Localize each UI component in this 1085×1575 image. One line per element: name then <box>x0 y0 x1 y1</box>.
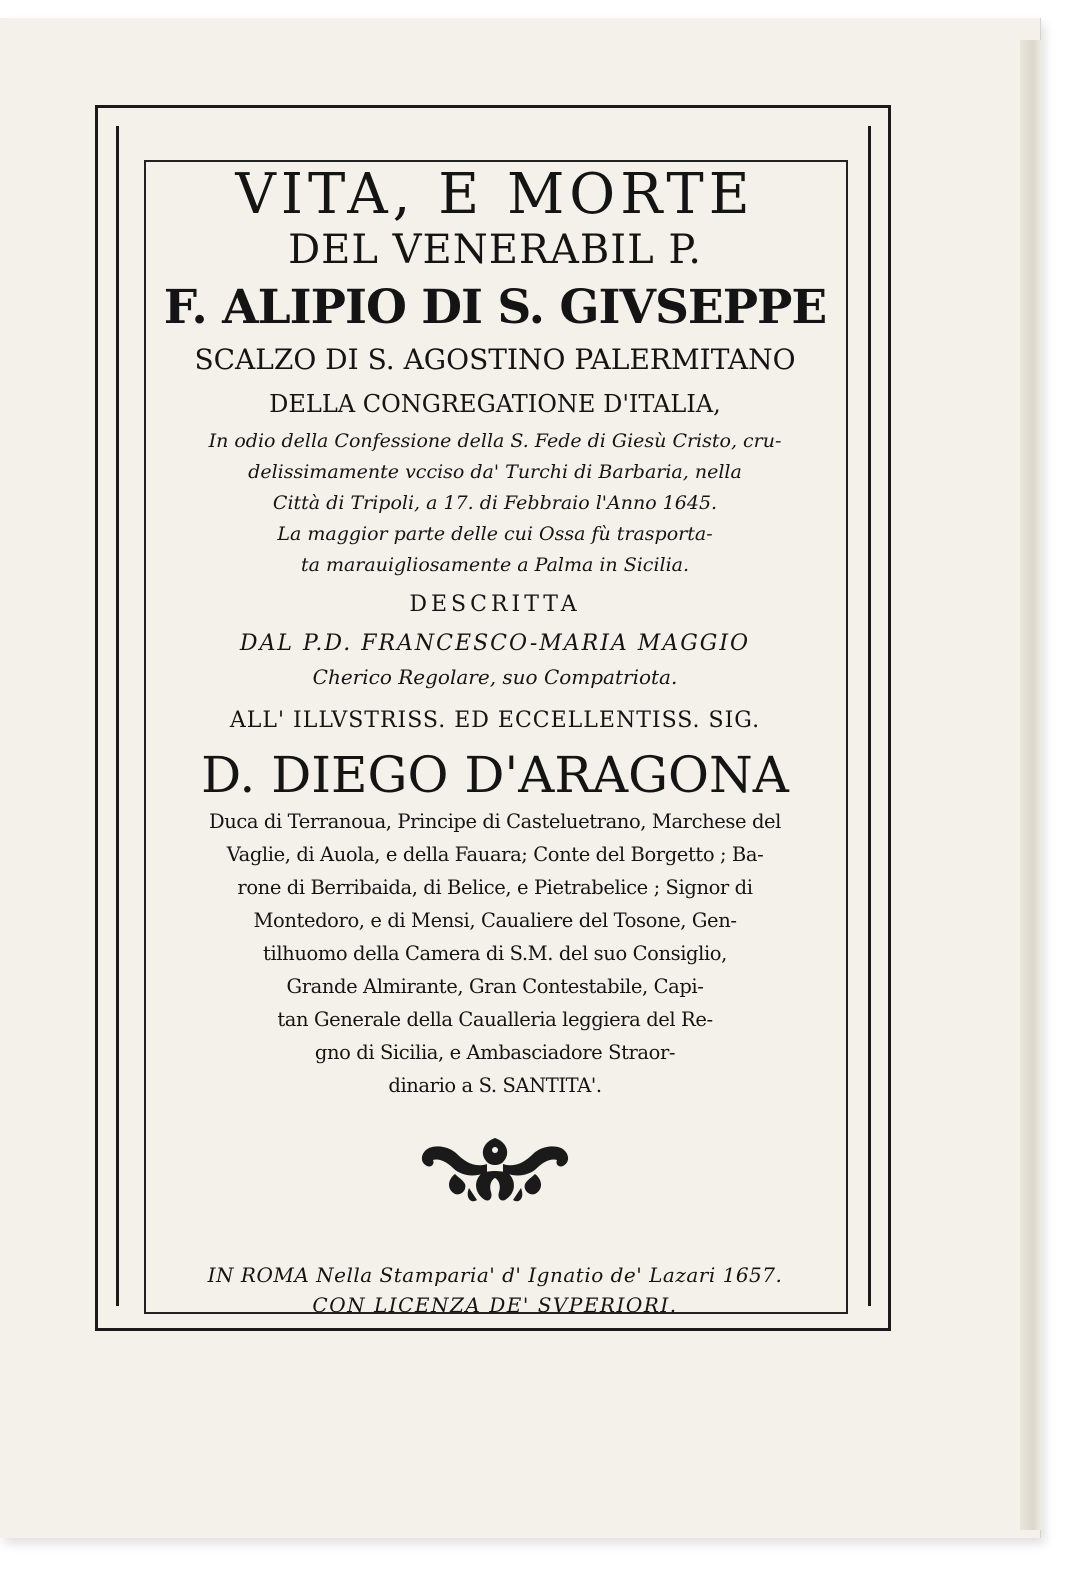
author-name: DAL P.D. FRANCESCO-MARIA MAGGIO <box>239 631 751 656</box>
subtitle-line: ta marauigliosamente a Palma in Sicilia. <box>300 554 690 576</box>
title-line-vita: VITA, E MORTE <box>235 162 755 227</box>
paper-edge <box>1020 40 1042 1530</box>
subtitle-line: delissimamente vcciso da' Turchi di Barbaria, nella <box>248 461 742 483</box>
imprint-line: IN ROMA Nella Stamparia' d' Ignatio de' Lazari 1657. <box>207 1263 783 1287</box>
author-description: Cherico Regolare, suo Compatriota. <box>312 665 678 689</box>
title-line-alipio: F. ALIPIO DI S. GIVSEPPE <box>163 280 827 335</box>
right-border-rule <box>868 126 871 1306</box>
dedicatee-titles-line: Vaglie, di Auola, e della Fauara; Conte del Borgetto ; Ba- <box>226 843 764 866</box>
title-line-scalzo: SCALZO DI S. AGOSTINO PALERMITANO <box>194 343 796 376</box>
descritta-heading: DESCRITTA <box>409 592 581 617</box>
title-page-text <box>150 160 840 1320</box>
dedicatee-name: D. DIEGO D'ARAGONA <box>201 746 789 804</box>
dedicatee-titles-line: rone di Berribaida, di Belice, e Pietrabelice ; Signor di <box>237 876 753 899</box>
dedicatee-titles-line: dinario a S. SANTITA'. <box>388 1074 602 1097</box>
dedicatee-titles-line: Grande Almirante, Gran Contestabile, Capi- <box>286 975 704 998</box>
dedicatee-titles-line: tilhuomo della Camera di S.M. del suo Consiglio, <box>263 942 727 965</box>
subtitle-line: Città di Tripoli, a 17. di Febbraio l'Anno 1645. <box>272 492 718 514</box>
subtitle-line: La maggior parte delle cui Ossa fù trasporta- <box>277 523 713 545</box>
dedicatee-titles-line: gno di Sicilia, e Ambasciadore Straor- <box>314 1041 676 1064</box>
subtitle-line: In odio della Confessione della S. Fede di Giesù Cristo, cru- <box>208 430 782 452</box>
license-line: CON LICENZA DE' SVPERIORI. <box>312 1293 678 1317</box>
printers-ornament-icon <box>395 1128 595 1208</box>
dedicatee-titles-line: Duca di Terranoua, Principe di Casteluetrano, Marchese del <box>208 810 782 833</box>
dedicatee-titles-line: Montedoro, e di Mensi, Caualiere del Tosone, Gen- <box>253 909 737 932</box>
title-line-congregatione: DELLA CONGREGATIONE D'ITALIA, <box>269 390 721 418</box>
dedicatee-titles-line: tan Generale della Caualleria leggiera del Re- <box>277 1008 713 1031</box>
left-border-rule <box>116 126 119 1306</box>
dedication-line: ALL' ILLVSTRISS. ED ECCELLENTISS. SIG. <box>229 708 761 733</box>
title-line-venerabil: DEL VENERABIL P. <box>288 227 702 273</box>
